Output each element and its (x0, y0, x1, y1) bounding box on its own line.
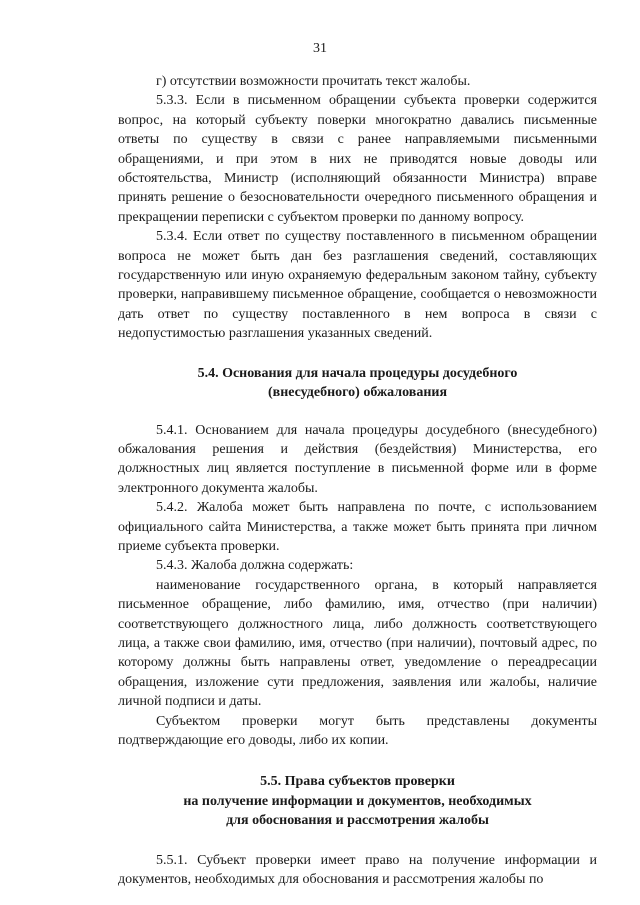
paragraph-5-5-1: 5.5.1. Субъект проверки имеет право на получение информации и документов, необходимых для обоснования и рассмотрения жалобы по (118, 852, 597, 888)
paragraph-5-4-1: 5.4.1. Основанием для начала процедуры досудебного (внесудебного) обжалования решения и действия (бездействия) Министерства, его должностных лиц является поступление в письменной форме или в форме электронного документа жалобы. (118, 422, 597, 496)
paragraph-g: г) отсутствии возможности прочитать текст жалобы. (156, 74, 471, 89)
heading-line: 5.4. Основания для начала процедуры досудебного (197, 365, 518, 381)
page-number: 31 (313, 41, 327, 56)
paragraph-5-4-2: 5.4.2. Жалоба может быть направлена по почте, с использованием официального сайта Министерства, а также может быть принята при личном приеме субъекта проверки. (118, 500, 597, 554)
paragraph-documents: Субъектом проверки могут быть представлены документы подтверждающие его доводы, либо их копии. (118, 713, 597, 748)
spacer (118, 344, 597, 364)
heading-line: на получение информации и документов, необходимых (183, 793, 532, 809)
spacer (118, 750, 597, 772)
spacer (118, 831, 597, 851)
document-body (118, 72, 597, 889)
heading-line: (внесудебного) обжалования (267, 385, 448, 401)
paragraph-5-3-3: 5.3.3. Если в письменном обращении субъекта проверки содержится вопрос, на который субъекту поверки многократно давались письменные ответы по существу в связи с ранее направляемыми письменными обращениями, и при этом в них не приводятся новые доводы или обстоятельства, Министр (исполняющий обязанности Министра) вправе принять решение о безосновательности очередного письменного обращения и прекращении переписки с субъектом проверки по данному вопросу. (118, 93, 597, 225)
section-heading-5-5 (118, 772, 597, 830)
spacer (118, 403, 597, 421)
heading-line: 5.5. Права субъектов проверки (260, 774, 455, 790)
heading-line: для обоснования и рассмотрения жалобы (226, 813, 489, 829)
paragraph-5-3-4: 5.3.4. Если ответ по существу поставленного в письменном обращении вопроса не может быть дан без разглашения сведений, составляющих государственную или иную охраняемую федеральным законом тайну, субъекту проверки, направившему письменное обращение, сообщается о невозможности дать ответ по существу поставленного в нем вопроса в связи с недопустимостью разглашения указанных сведений. (118, 229, 597, 342)
paragraph-5-4-3-body: наименование государственного органа, в который направляется письменное обращение, либо фамилию, имя, отчество (при наличии) соответствующего должностного лица, либо должность соответствующего лица, а также свои фамилию, имя, отчество (при наличии), почтовый адрес, по которому должны быть направлены ответ, уведомление о переадресации обращения, изложение сути предложения, заявления или жалобы, наличие личной подписи и даты. (118, 577, 597, 710)
section-heading-5-4 (118, 364, 597, 403)
paragraph-5-4-3: 5.4.3. Жалоба должна содержать: (156, 558, 354, 574)
